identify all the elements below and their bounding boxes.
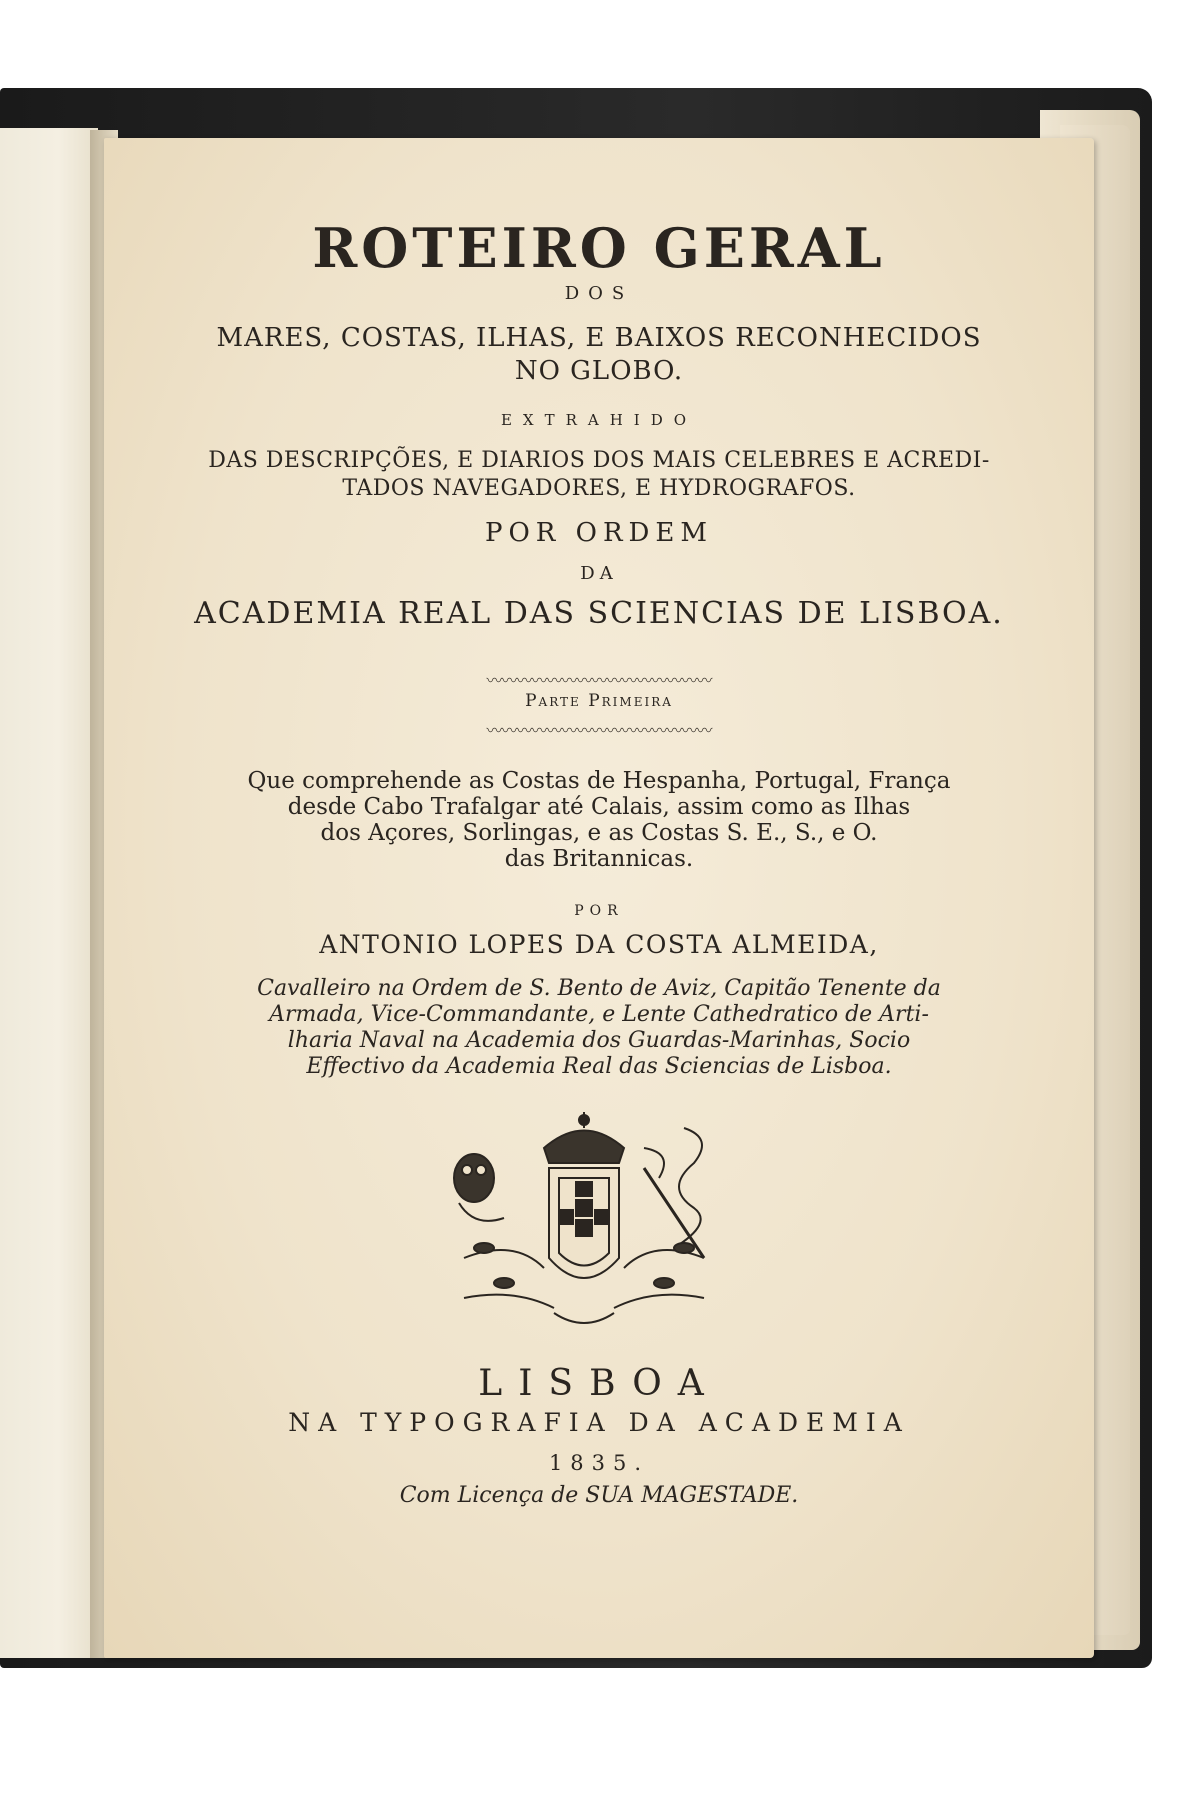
subtitle-line-2: NO GLOBO. (514, 356, 684, 386)
ornamental-rule-top: 〰〰〰〰〰〰〰〰〰〰〰〰〰〰〰 (486, 671, 712, 690)
por-label: POR (574, 903, 624, 919)
extrahido-label: EXTRAHIDO (500, 411, 698, 429)
ornamental-rule-bottom: 〰〰〰〰〰〰〰〰〰〰〰〰〰〰〰 (486, 721, 712, 740)
author-name: ANTONIO LOPES DA COSTA ALMEIDA, (319, 930, 879, 959)
credentials-line-4: Effectivo da Academia Real das Sciencias de Lisboa. (306, 1054, 892, 1079)
flyleaf-page (0, 128, 98, 1658)
contents-line-2: desde Cabo Trafalgar até Calais, assim como as Ilhas (287, 794, 911, 820)
imprint-place: LISBOA (478, 1363, 720, 1404)
description-line-1: DAS DESCRIPÇÕES, E DIARIOS DOS MAIS CELEBRES E ACREDI- (208, 448, 990, 473)
imprint-year: 1835. (548, 1451, 650, 1475)
book-title: ROTEIRO GERAL (312, 216, 886, 280)
imprint-printer: NA TYPOGRAFIA DA ACADEMIA (288, 1408, 910, 1437)
credentials-line-2: Armada, Vice-Commandante, e Lente Cathedratico de Arti- (269, 1002, 929, 1027)
credentials-line-1: Cavalleiro na Ordem de S. Bento de Aviz, Capitão Tenente da (257, 976, 941, 1001)
da-label: DA (580, 563, 618, 584)
contents-line-1: Que comprehende as Costas de Hespanha, Portugal, França (247, 768, 951, 794)
subtitle-line-1: MARES, COSTAS, ILHAS, E BAIXOS RECONHECIDOS (216, 323, 982, 353)
por-ordem: POR ORDEM (485, 518, 713, 548)
contents-line-4: das Britannicas. (504, 846, 694, 872)
part-label: Parte Primeira (525, 691, 673, 711)
description-line-2: TADOS NAVEGADORES, E HYDROGRAFOS. (342, 476, 856, 501)
credentials-line-3: lharia Naval na Academia dos Guardas-Marinhas, Socio (287, 1028, 911, 1053)
title-dos: DOS (564, 283, 634, 304)
academia-name: ACADEMIA REAL DAS SCIENCIAS DE LISBOA. (194, 596, 1004, 631)
royal-arms-emblem-icon (404, 1108, 764, 1338)
imprint-licence: Com Licença de SUA MAGESTADE. (399, 1483, 799, 1508)
title-page (104, 138, 1094, 1658)
contents-line-3: dos Açores, Sorlingas, e as Costas S. E., S., e O. (320, 820, 878, 846)
